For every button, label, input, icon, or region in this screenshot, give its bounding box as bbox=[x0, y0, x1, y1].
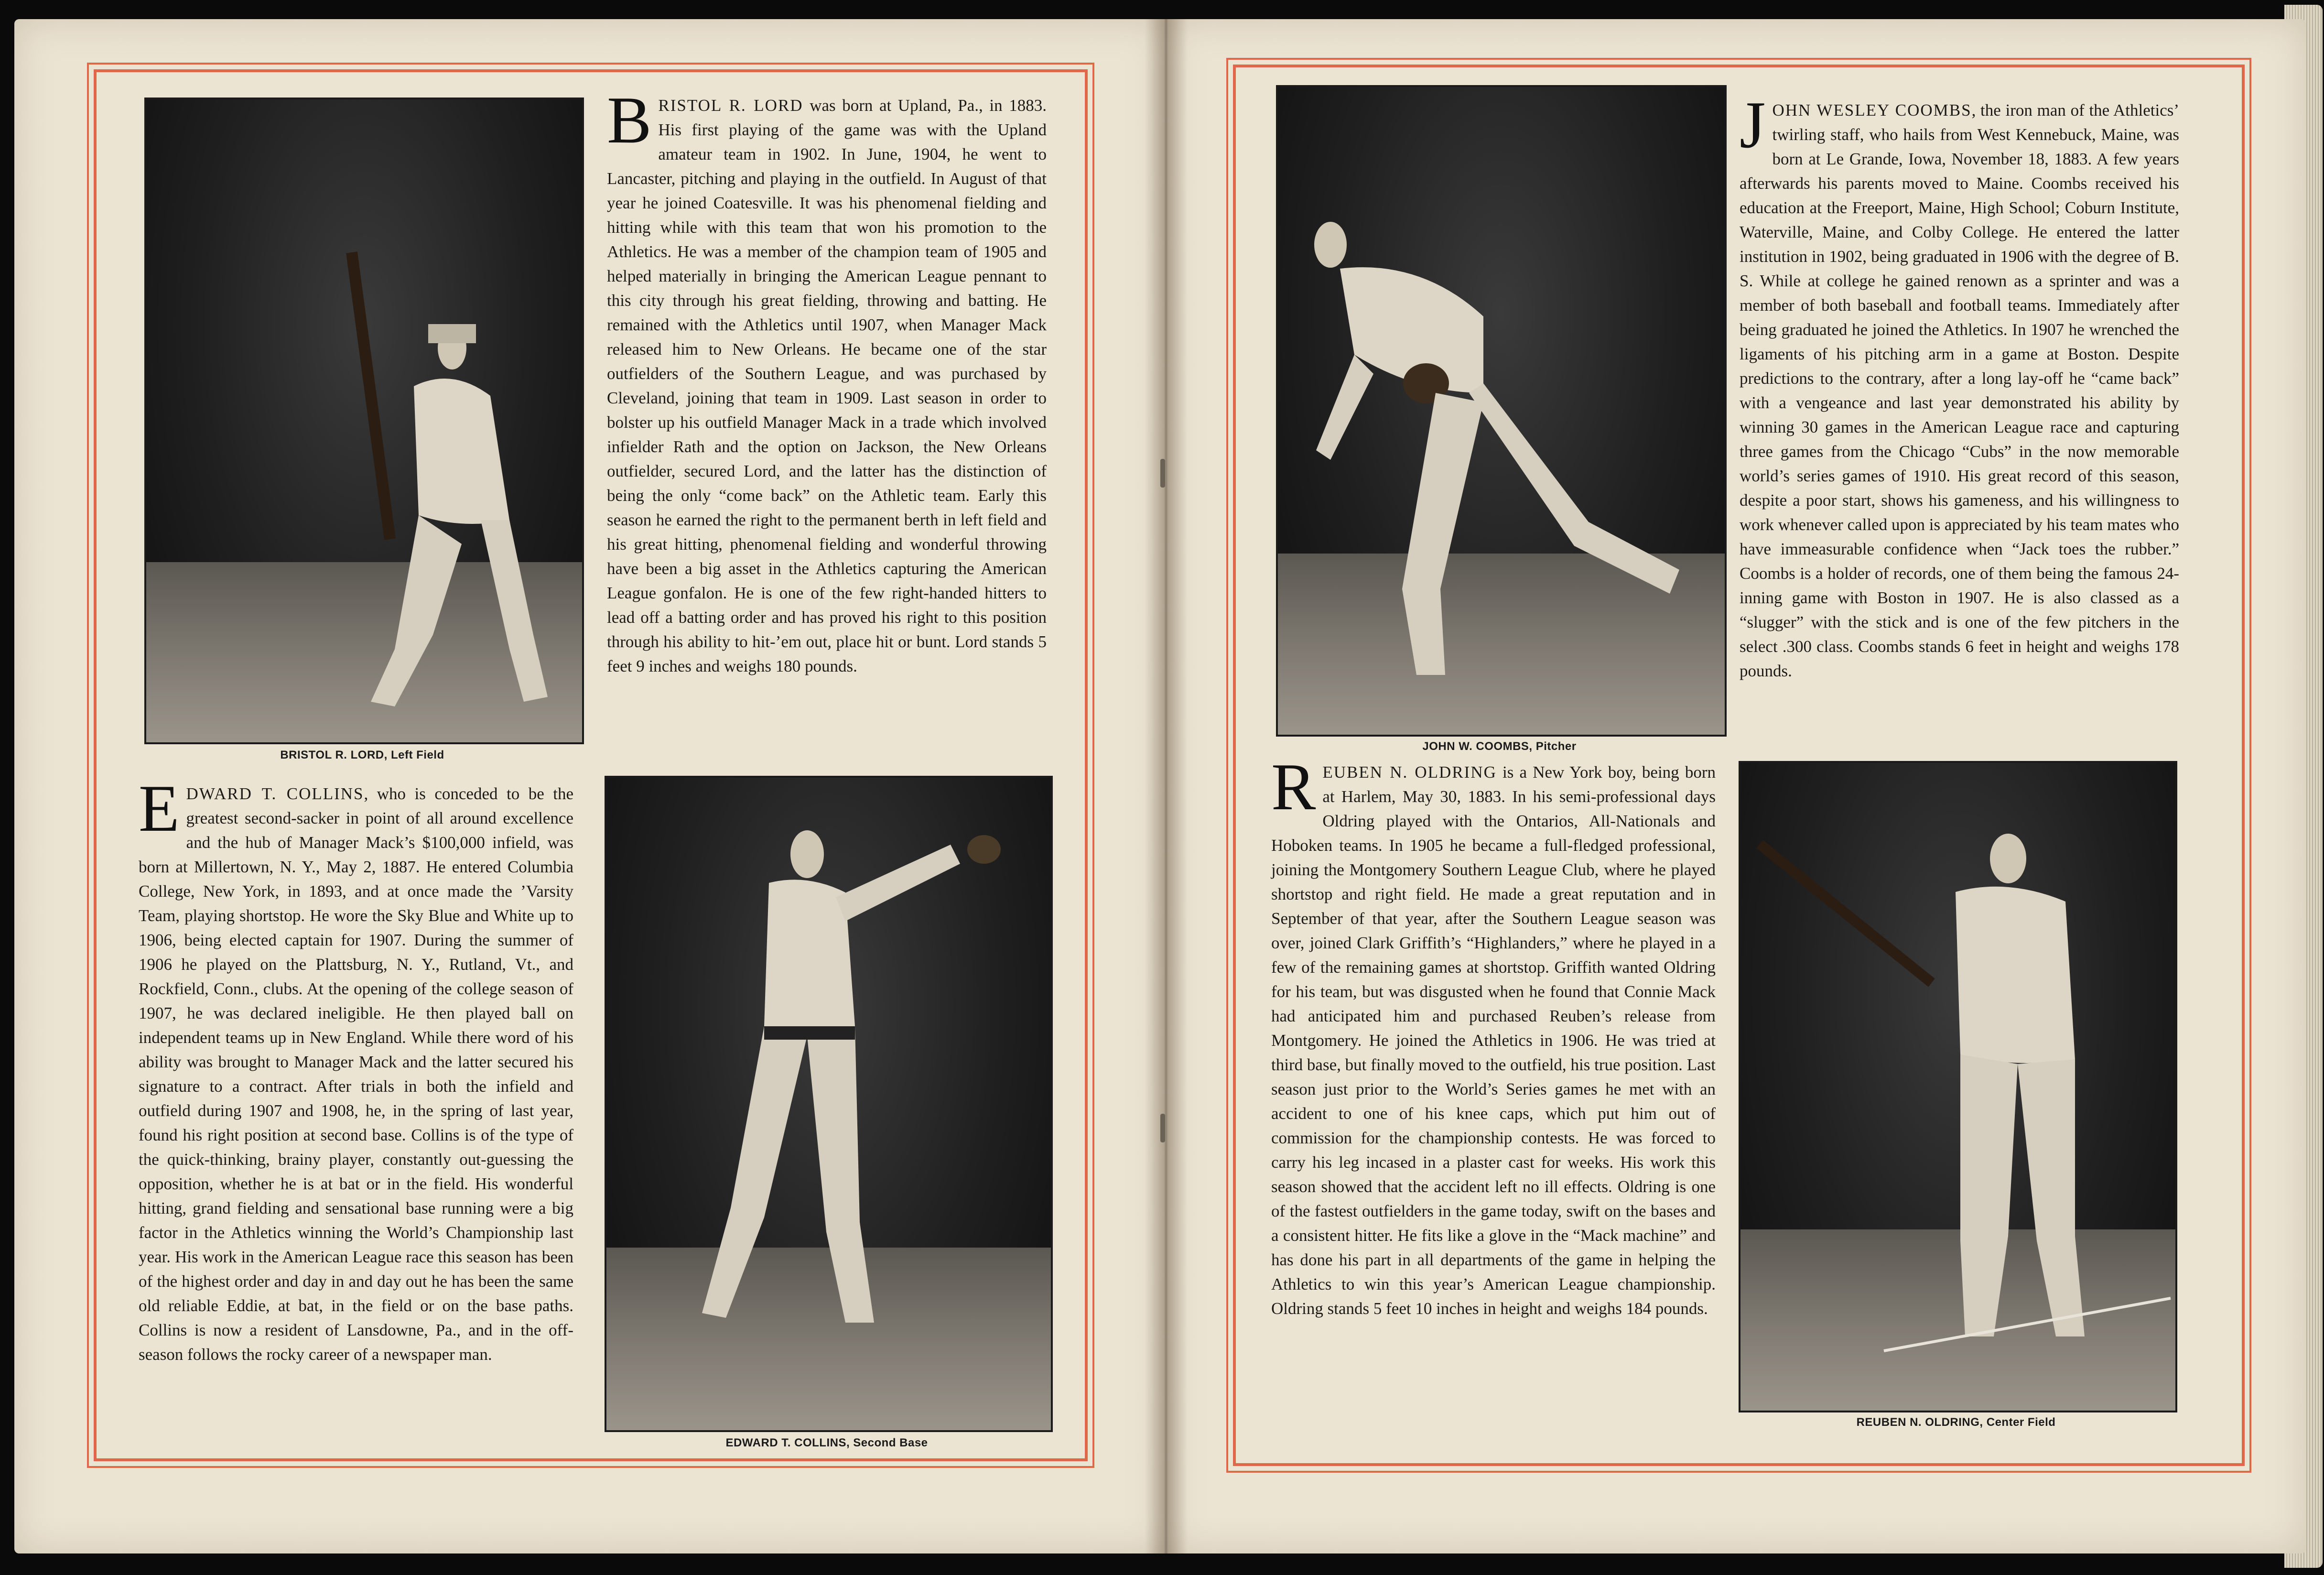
story-body: , the iron man of the Athletics’ twirling staff, who hails from West Kennebuck, Maine, was born at Le Grande, Iowa, November 18, 1883. A few years afterwards his parents moved to Maine. Coombs received his education at the Freeport, Maine, High School; Coburn Institute, Waterville, Maine, and Colby College. He entered the latter institution in 1902, being graduated in 1906 with the degree of B. S. While at college he gained renown as a sprinter and was a member of both baseball and football teams. Immediately after being graduated he joined the Athletics. In 1907 he wrenched the ligaments of his pitching arm in a game at Boston. Despite predictions to the contrary, after a long lay-off he “came back” with a vengeance and last year demonstrated his ability by winning 30 games in the American League race and capturing three games from the Chicago “Cubs” in the now memorable world’s series games of 1910. His great record of this season, despite a poor start, shows his gameness, and his willingness to work whenever called upon is appreciated by his team mates who have immeasurable confidence when “Jack toes the rubber.” Coombs is a holder of records, one of them being the famous 24-inning game with Boston in 1907. He is also classed as a “slugger” with the stick and is one of the few pitchers in the select .300 class. Coombs stands 6 feet in height and weighs 178 pounds. bbox=[1740, 101, 2179, 680]
story-lead: RISTOL R. LORD bbox=[658, 96, 803, 115]
batter-silhouette bbox=[146, 99, 582, 742]
story-reuben-oldring bbox=[1271, 750, 1716, 1321]
story-lead: DWARD T. COLLINS bbox=[186, 784, 364, 803]
staple-top bbox=[1160, 459, 1165, 488]
story-lead: OHN WESLEY COOMBS bbox=[1772, 101, 1972, 119]
dropcap-b: B bbox=[607, 83, 652, 157]
dropcap-j: J bbox=[1740, 88, 1766, 162]
caption-bristol-lord: BRISTOL R. LORD, Left Field bbox=[280, 749, 444, 761]
dropcap-e: E bbox=[139, 771, 180, 846]
fielder-silhouette bbox=[606, 778, 1051, 1430]
batter-silhouette bbox=[1740, 763, 2175, 1411]
photo-bristol-lord bbox=[144, 98, 584, 744]
photo-reuben-oldring bbox=[1739, 761, 2177, 1412]
photo-john-coombs bbox=[1276, 85, 1727, 737]
caption-john-coombs: JOHN W. COOMBS, Pitcher bbox=[1422, 740, 1577, 753]
story-lead: EUBEN N. OLDRING bbox=[1322, 763, 1497, 782]
story-body: is a New York boy, being born at Harlem, May 30, 1883. In his semi-professional days Oldring played with the Ontarios, All-Nationals and Hoboken teams. In 1905 he became a full-fledged professional, joining the Montgomery Southern League Club, where he played shortstop and right field. He made a great reputation and in September of that year, after the Southern League season was over, joined Clark Griffith’s “Highlanders,” where he played in a few of the remaining games at shortstop. Griffith wanted Oldring for his team, but was disgusted when he found that Connie Mack had anticipated him and purchased Reuben’s release from Montgomery. He joined the Athletics in 1906. He was tried at third base, but finally moved to the outfield, his true position. Last season just prior to the World’s Series games he met with an accident to one of his knee caps, which put him out of commission for the championship contests. He was forced to carry his leg incased in a plaster cast for weeks. His work this season showed that the accident left no ill effects. Oldring is one of the fastest outfielders in the game today, swift on the bases and a consistent hitter. He fits like a glove in the “Mack machine” and has done his part in all departments of the game in helping the Athletics to win this year’s American League championship. Oldring stands 5 feet 10 inches in height and weighs 184 pounds. bbox=[1271, 763, 1716, 1318]
caption-reuben-oldring: REUBEN N. OLDRING, Center Field bbox=[1856, 1416, 2056, 1429]
story-edward-collins bbox=[139, 771, 573, 1367]
story-body: was born at Upland, Pa., in 1883. His first playing of the game was with the Upland amateur team in 1902. In June, 1904, he went to Lancaster, pitching and playing in the outfield. In August of that year he joined Coatesville. It was his phenomenal fielding and hitting while with this team that won his promotion to the Athletics. He was a member of the champion team of 1905 and helped materially in bringing the American League pennant to this city through his great fielding, throwing and batting. He remained with the Athletics until 1907, when Manager Mack released him to New Orleans. He became one of the star outfielders of the Southern League, and was purchased by Cleveland, joining that team in 1909. Last season in order to bolster up his outfield Manager Mack in a trade which involved infielder Rath and the option on Jackson, the New Orleans outfielder, secured Lord, and the latter has the distinction of being the only “come back” on the Athletic team. Early this season he earned the right to the permanent berth in left field and his great hitting, phenomenal fielding and wonderful throwing have been a big asset in the Athletics capturing the American League gonfalon. He is one of the few right-handed hitters to lead off a batting order and has proved his right to this position through his ability to hit-’em out, place hit or bunt. Lord stands 5 feet 9 inches and weighs 180 pounds. bbox=[607, 96, 1047, 675]
story-bristol-lord bbox=[607, 83, 1047, 678]
pitcher-silhouette bbox=[1278, 87, 1725, 735]
caption-edward-collins: EDWARD T. COLLINS, Second Base bbox=[725, 1436, 928, 1449]
photo-edward-collins bbox=[605, 776, 1053, 1432]
story-john-coombs bbox=[1740, 88, 2179, 683]
book-gutter bbox=[1145, 19, 1188, 1553]
staple-bottom bbox=[1160, 1114, 1165, 1142]
dropcap-r: R bbox=[1271, 750, 1316, 824]
story-body: , who is conceded to be the greatest second-sacker in point of all around excellence and the hub of Manager Mack’s $100,000 infield, was born at Millertown, N. Y., May 2, 1887. He entered Columbia College, New York, in 1893, and at once made the ’Varsity Team, playing shortstop. He wore the Sky Blue and White up to 1906, being elected captain for 1907. During the summer of 1906 he played on the Plattsburg, N. Y., Rutland, Vt., and Rockfield, Conn., clubs. At the opening of the college season of 1907, he was declared ineligible. He then played ball on independent teams up in New England. While there word of his ability was brought to Manager Mack and the latter secured his signature to a contract. After trials in both the infield and outfield during 1907 and 1908, he, in the spring of last year, found his right position at second base. Collins is of the type of the quick-thinking, brainy player, constantly out-guessing the opposition, whether he is at bat or in the field. His wonderful hitting, grand fielding and sensational base running were a big factor in the Athletics winning the World’s Championship last year. His work in the American League race this season has been of the highest order and day in and day out he has been the same old reliable Eddie, at bat, in the field or on the base paths. Collins is now a resident of Lansdowne, Pa., and in the off-season follows the rocky career of a newspaper man. bbox=[139, 784, 573, 1364]
